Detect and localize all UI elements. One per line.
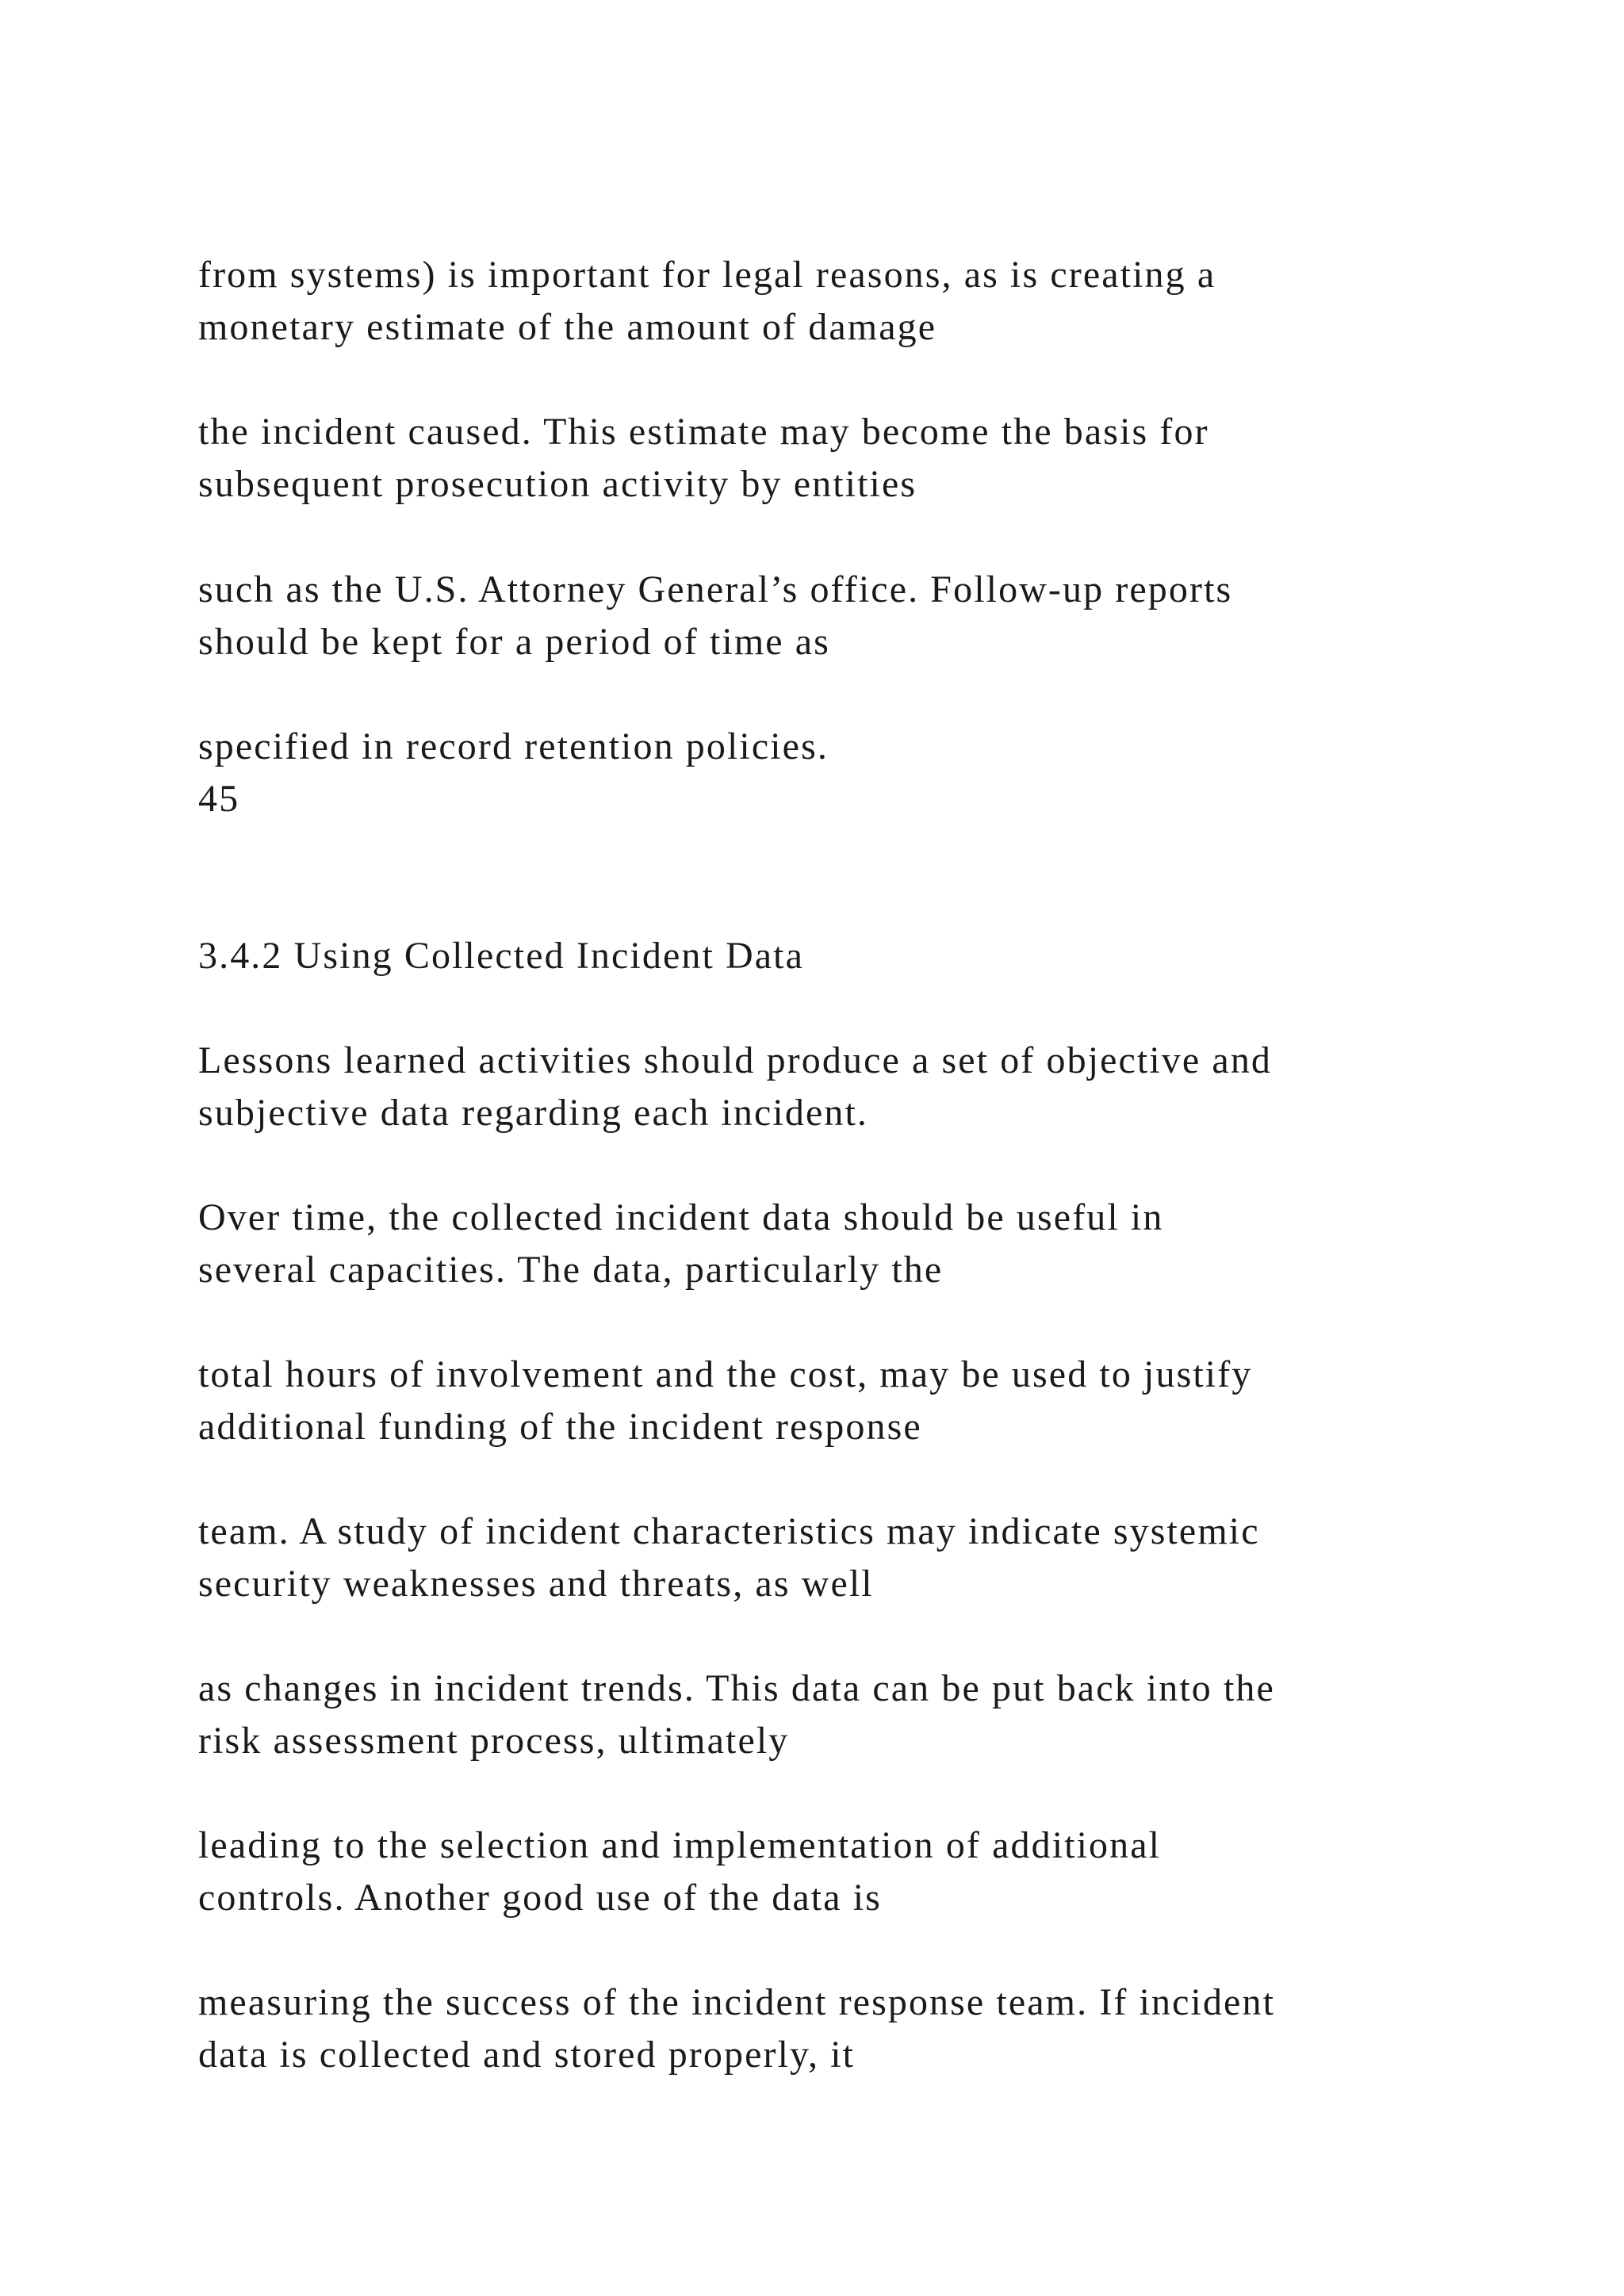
text-line: as changes in incident trends. This data can be put back into the <box>198 1667 1275 1709</box>
text-line: risk assessment process, ultimately <box>198 1720 790 1762</box>
text-line: Lessons learned activities should produce a set of objective and <box>198 1039 1273 1081</box>
text-line: Over time, the collected incident data should be useful in <box>198 1196 1164 1238</box>
text-line: controls. Another good use of the data is <box>198 1877 882 1919</box>
text-line: data is collected and stored properly, it <box>198 2034 856 2076</box>
section-heading: 3.4.2 Using Collected Incident Data <box>198 935 804 977</box>
text-line: leading to the selection and implementation of additional <box>198 1824 1162 1866</box>
text-line: security weaknesses and threats, as well <box>198 1563 874 1605</box>
text-line: several capacities. The data, particularly the <box>198 1249 944 1291</box>
text-line: monetary estimate of the amount of damage <box>198 306 937 348</box>
text-line: specified in record retention policies. <box>198 725 829 767</box>
text-line: measuring the success of the incident response team. If incident <box>198 1981 1276 2023</box>
text-line: total hours of involvement and the cost, may be used to justify <box>198 1353 1253 1395</box>
text-line: subjective data regarding each incident. <box>198 1092 868 1134</box>
page-number: 45 <box>198 778 240 820</box>
text-line: the incident caused. This estimate may become the basis for <box>198 411 1209 453</box>
text-line: should be kept for a period of time as <box>198 621 830 663</box>
text-line: additional funding of the incident response <box>198 1406 922 1448</box>
text-line: such as the U.S. Attorney General’s office. Follow-up reports <box>198 568 1233 610</box>
text-line: from systems) is important for legal reasons, as is creating a <box>198 254 1216 296</box>
text-line: subsequent prosecution activity by entities <box>198 463 917 505</box>
text-line: team. A study of incident characteristics may indicate systemic <box>198 1510 1260 1552</box>
